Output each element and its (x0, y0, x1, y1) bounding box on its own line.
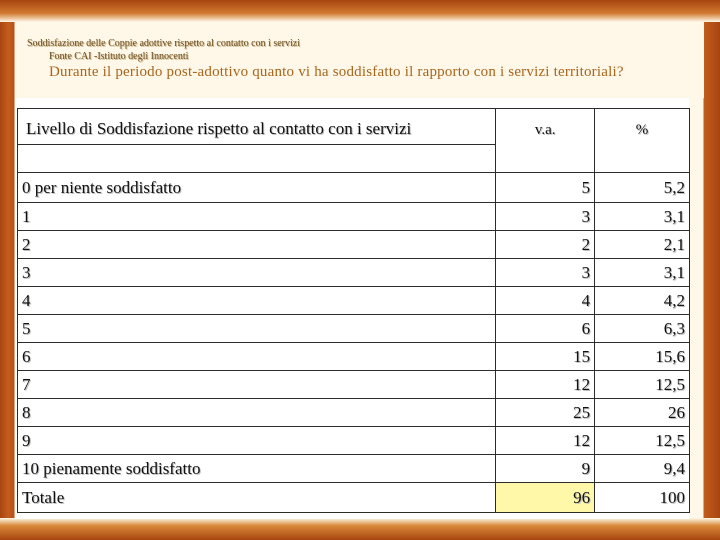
slide-header (15, 22, 704, 98)
table-row (18, 427, 690, 455)
row-label: 6 (18, 343, 496, 371)
survey-question: Durante il periodo post-adottivo quanto vi ha soddisfatto il rapporto con i servizi territoriali? (49, 64, 624, 80)
row-va: 6 (496, 315, 595, 343)
row-va: 15 (496, 343, 595, 371)
table-row (18, 399, 690, 427)
row-pct: 4,2 (595, 287, 690, 315)
table-row (18, 203, 690, 231)
table-row (18, 343, 690, 371)
table-row (18, 231, 690, 259)
row-va: 5 (496, 173, 595, 203)
row-pct: 3,1 (595, 259, 690, 287)
row-label: 9 (18, 427, 496, 455)
header-va: v.a. (496, 109, 595, 173)
slide-title: Soddisfazione delle Coppie adottive rispetto al contatto con i servizi (27, 38, 300, 49)
total-va: 96 (496, 483, 595, 513)
header-level: Livello di Soddisfazione rispetto al contatto con i servizi (18, 109, 496, 145)
row-va: 9 (496, 455, 595, 483)
row-va: 2 (496, 231, 595, 259)
row-pct: 2,1 (595, 231, 690, 259)
row-label: 8 (18, 399, 496, 427)
table-row (18, 315, 690, 343)
row-label: 5 (18, 315, 496, 343)
table-row (18, 371, 690, 399)
row-va: 3 (496, 203, 595, 231)
table-header-row (18, 109, 690, 145)
row-label: 7 (18, 371, 496, 399)
top-frame (0, 0, 720, 22)
row-label: 0 per niente soddisfatto (18, 173, 496, 203)
row-pct: 26 (595, 399, 690, 427)
row-pct: 12,5 (595, 427, 690, 455)
row-pct: 5,2 (595, 173, 690, 203)
table-row (18, 287, 690, 315)
total-label: Totale (18, 483, 496, 513)
table-row (18, 259, 690, 287)
row-va: 12 (496, 427, 595, 455)
bottom-frame (0, 518, 720, 540)
row-pct: 12,5 (595, 371, 690, 399)
row-pct: 9,4 (595, 455, 690, 483)
row-label: 10 pienamente soddisfatto (18, 455, 496, 483)
row-label: 1 (18, 203, 496, 231)
row-va: 3 (496, 259, 595, 287)
row-va: 4 (496, 287, 595, 315)
row-pct: 15,6 (595, 343, 690, 371)
row-label: 4 (18, 287, 496, 315)
table-row (18, 173, 690, 203)
source-note: Fonte CAI -Istituto degli Innocenti (49, 51, 189, 62)
header-pct: % (595, 109, 690, 173)
total-pct: 100 (595, 483, 690, 513)
total-row (18, 483, 690, 513)
row-label: 3 (18, 259, 496, 287)
row-pct: 3,1 (595, 203, 690, 231)
row-pct: 6,3 (595, 315, 690, 343)
row-va: 25 (496, 399, 595, 427)
table-row (18, 455, 690, 483)
row-label: 2 (18, 231, 496, 259)
row-va: 12 (496, 371, 595, 399)
spacer-cell (18, 145, 496, 173)
satisfaction-table (17, 108, 690, 513)
